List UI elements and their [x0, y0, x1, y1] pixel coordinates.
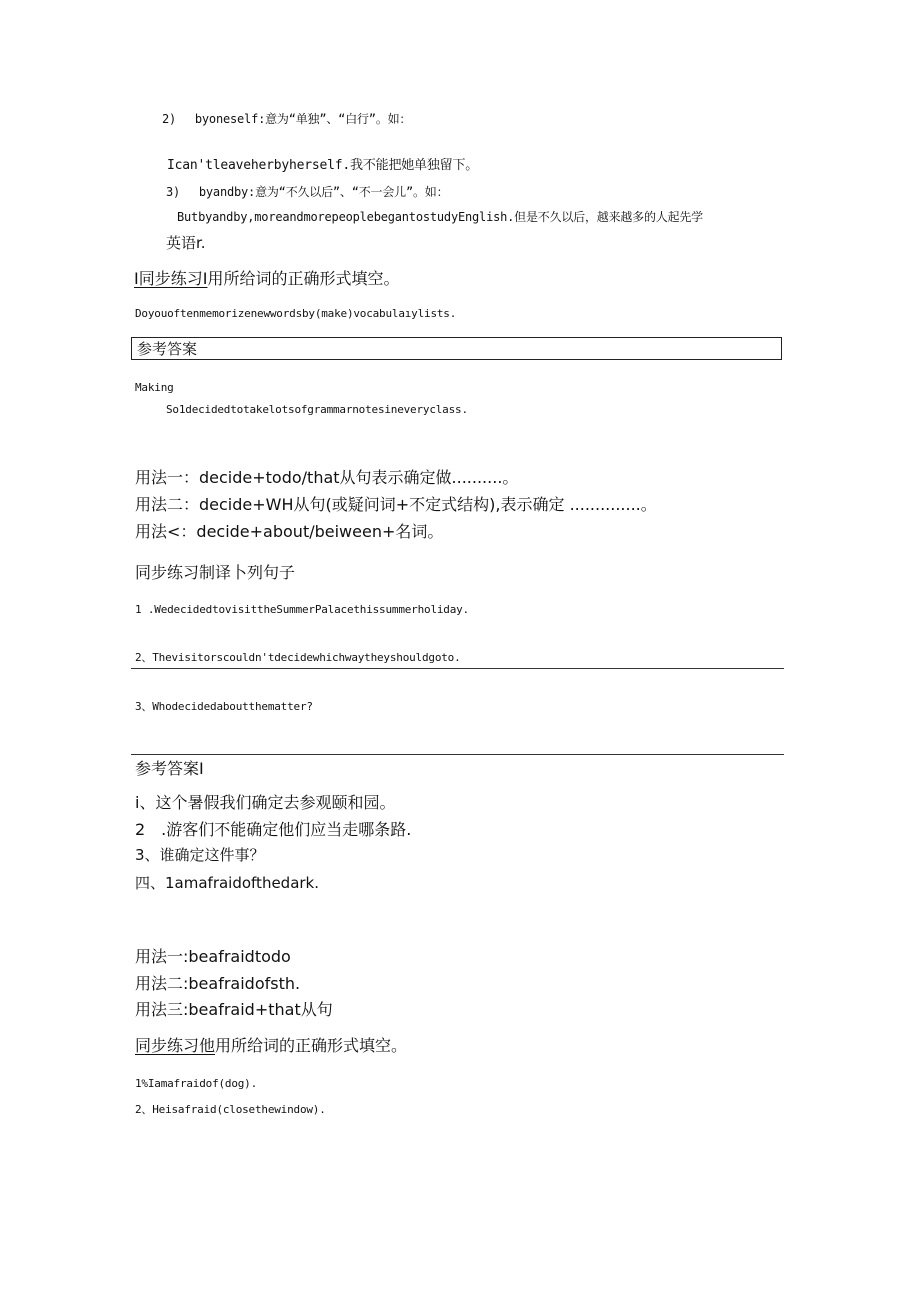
example-sentence: Ican'tleaveherbyherself.我不能把她单独留下。 [167, 158, 479, 173]
exercise-heading [135, 1038, 407, 1054]
usage-one: 用法一：decide+todo/that从句表示确定做..........。 [135, 468, 519, 487]
usage-two: 用法二:beafraidofsth. [135, 974, 301, 993]
divider [131, 668, 784, 669]
answer-box [131, 337, 782, 360]
usage-one: 用法一:beafraidtodo [135, 947, 291, 966]
exercise-question: 2、Heisafraid(closethewindow). [135, 1103, 326, 1116]
exercise-label: I同步练习I [134, 269, 208, 288]
exercise-instruction: 用所给词的正确形式填空。 [215, 1036, 408, 1055]
note-by-and-by: 3) byandby:意为“不久以后”、“不一会儿”。如： [166, 185, 449, 199]
usage-three: 用法三:beafraid+that从句 [135, 1000, 333, 1019]
answer-heading: 参考答案 [137, 340, 198, 358]
exercise-question: 1%Iamafraidof(dog). [135, 1077, 258, 1090]
exercise-label: 同步练习他 [135, 1036, 216, 1055]
translation-question: 2、Thevisitorscouldn'tdecidewhichwaytheyshouldgoto. [135, 651, 461, 664]
answer-text: Making [135, 381, 174, 394]
answer-line: 3、谁确定这件事？ [135, 846, 265, 864]
usage-two: 用法二：decide+WH从句(或疑问词+不定式结构),表示确定 ..............。 [135, 495, 657, 514]
example-sentence: Butbyandby,moreandmorepeoplebegantostudyEnglish.但是不久以后，越来越多的人起先学 [177, 210, 703, 224]
usage-three: 用法<：decide+about/beiween+名词。 [135, 522, 444, 541]
section-sentence: So1decidedtotakelotsofgrammarnotesineveryclass. [166, 403, 468, 416]
translation-question: 1 .WedecidedtovisittheSummerPalacethissummerholiday. [135, 603, 469, 616]
answer-line: 2 .游客们不能确定他们应当走哪条路. [135, 820, 412, 839]
divider [131, 754, 784, 755]
section-four-heading: 四、1amafraidofthedark. [135, 874, 320, 892]
exercise-instruction: 用所给词的正确形式填空。 [207, 269, 400, 288]
example-sentence-end: 英语r. [166, 234, 206, 252]
translation-heading: 同步练习制译卜列句子 [135, 563, 296, 582]
answer-heading: 参考答案I [135, 759, 204, 778]
exercise-heading [134, 271, 399, 287]
answer-line: i、这个暑假我们确定去参观颐和园。 [135, 793, 396, 812]
exercise-question: Doyouoftenmemorizenewwordsby(make)vocabulaıylists. [135, 307, 457, 320]
translation-question: 3、Whodecidedaboutthematter? [135, 700, 313, 713]
note-by-oneself: 2) byoneself:意为“单独”、“白行”。如： [162, 112, 412, 126]
